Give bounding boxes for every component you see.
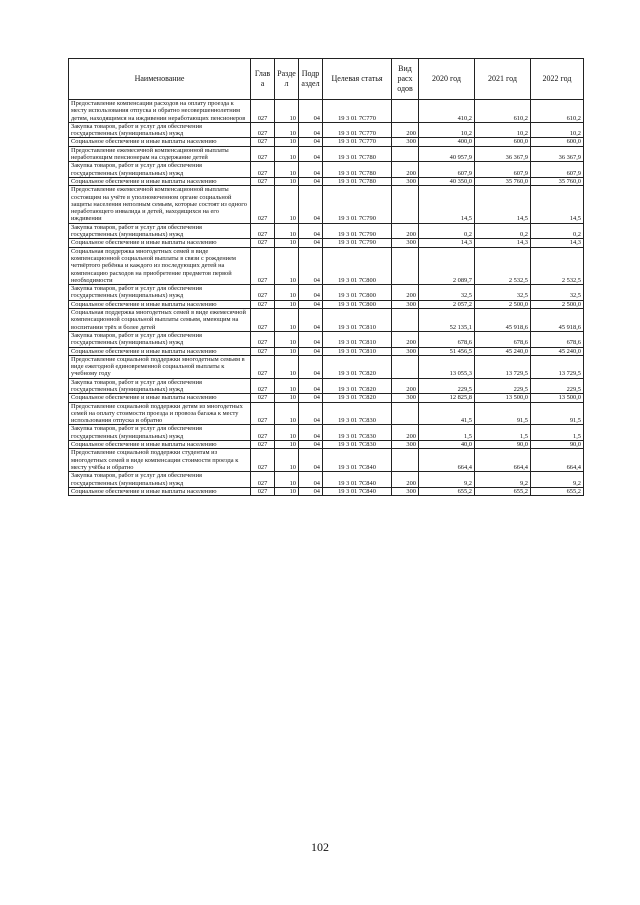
header-expense-type: Вид расх одов: [392, 59, 419, 100]
cell-amount-2022: 90,0: [531, 441, 584, 449]
cell-section: 10: [275, 239, 299, 247]
cell-section: 10: [275, 186, 299, 223]
cell-amount-2020: 400,0: [419, 138, 475, 146]
cell-subsection: 04: [299, 122, 323, 138]
cell-chapter: 027: [251, 425, 275, 441]
table-row: [69, 425, 584, 441]
cell-subsection: 04: [299, 472, 323, 488]
table-row: [69, 223, 584, 239]
cell-chapter: 027: [251, 402, 275, 425]
cell-amount-2020: 607,9: [419, 162, 475, 178]
cell-chapter: 027: [251, 122, 275, 138]
cell-expense-type: 300: [392, 394, 419, 402]
cell-chapter: 027: [251, 247, 275, 284]
cell-expense-type: [392, 100, 419, 123]
cell-name: Предоставление социальной поддержки студентам из многодетных семей в виде компенсации стоимости проезда к месту учёбы и обратно: [69, 449, 251, 472]
cell-amount-2020: 13 055,3: [419, 355, 475, 378]
cell-section: 10: [275, 402, 299, 425]
cell-amount-2021: 32,5: [475, 285, 531, 301]
cell-amount-2020: 2 089,7: [419, 247, 475, 284]
cell-amount-2022: 2 500,0: [531, 300, 584, 308]
table-row: [69, 402, 584, 425]
header-chapter: Глав а: [251, 59, 275, 100]
cell-subsection: 04: [299, 487, 323, 495]
cell-name: Социальное обеспечение и иные выплаты населению: [69, 239, 251, 247]
cell-amount-2020: 678,6: [419, 331, 475, 347]
cell-subsection: 04: [299, 394, 323, 402]
cell-target-article: 19 3 01 7С800: [323, 247, 392, 284]
cell-chapter: 027: [251, 331, 275, 347]
cell-amount-2020: 14,3: [419, 239, 475, 247]
header-section: Разде л: [275, 59, 299, 100]
cell-expense-type: 300: [392, 300, 419, 308]
cell-subsection: 04: [299, 177, 323, 185]
cell-name: Закупка товаров, работ и услуг для обеспечения государственных (муниципальных) нужд: [69, 378, 251, 394]
cell-target-article: 19 3 01 7С790: [323, 239, 392, 247]
cell-amount-2021: 45 918,6: [475, 309, 531, 332]
cell-section: 10: [275, 247, 299, 284]
cell-amount-2021: 9,2: [475, 472, 531, 488]
cell-amount-2020: 1,5: [419, 425, 475, 441]
cell-expense-type: 300: [392, 177, 419, 185]
cell-amount-2021: 13 500,0: [475, 394, 531, 402]
cell-section: 10: [275, 162, 299, 178]
header-year-2020: 2020 год: [419, 59, 475, 100]
cell-subsection: 04: [299, 285, 323, 301]
cell-chapter: 027: [251, 100, 275, 123]
cell-section: 10: [275, 300, 299, 308]
cell-amount-2022: 14,5: [531, 186, 584, 223]
cell-section: 10: [275, 177, 299, 185]
table-row: [69, 331, 584, 347]
cell-expense-type: 200: [392, 285, 419, 301]
table-row: [69, 162, 584, 178]
table-row: [69, 378, 584, 394]
cell-amount-2022: 13 729,5: [531, 355, 584, 378]
cell-expense-type: 200: [392, 122, 419, 138]
cell-amount-2022: 607,9: [531, 162, 584, 178]
cell-amount-2021: 36 367,9: [475, 146, 531, 162]
cell-expense-type: 300: [392, 441, 419, 449]
cell-name: Закупка товаров, работ и услуг для обеспечения государственных (муниципальных) нужд: [69, 162, 251, 178]
cell-subsection: 04: [299, 300, 323, 308]
cell-expense-type: 300: [392, 239, 419, 247]
cell-amount-2021: 655,2: [475, 487, 531, 495]
cell-expense-type: [392, 309, 419, 332]
cell-expense-type: 300: [392, 138, 419, 146]
cell-subsection: 04: [299, 331, 323, 347]
cell-amount-2020: 40 350,0: [419, 177, 475, 185]
table-row: [69, 309, 584, 332]
cell-subsection: 04: [299, 223, 323, 239]
cell-name: Социальное обеспечение и иные выплаты населению: [69, 394, 251, 402]
cell-amount-2022: 9,2: [531, 472, 584, 488]
cell-chapter: 027: [251, 449, 275, 472]
cell-amount-2020: 10,2: [419, 122, 475, 138]
cell-amount-2020: 52 135,1: [419, 309, 475, 332]
cell-amount-2022: 2 532,5: [531, 247, 584, 284]
cell-amount-2022: 229,5: [531, 378, 584, 394]
cell-subsection: 04: [299, 239, 323, 247]
cell-section: 10: [275, 146, 299, 162]
cell-amount-2022: 45 240,0: [531, 347, 584, 355]
cell-amount-2020: 655,2: [419, 487, 475, 495]
cell-name: Предоставление компенсации расходов на оплату проезда к месту использования отпуска и обратно несовершеннолетним детям, находящимся на иждивении неработающих пенсионеров: [69, 100, 251, 123]
cell-name: Социальное обеспечение и иные выплаты населению: [69, 441, 251, 449]
cell-section: 10: [275, 449, 299, 472]
cell-chapter: 027: [251, 300, 275, 308]
cell-chapter: 027: [251, 239, 275, 247]
cell-amount-2021: 664,4: [475, 449, 531, 472]
table-row: [69, 472, 584, 488]
cell-target-article: 19 3 01 7С830: [323, 425, 392, 441]
cell-target-article: 19 3 01 7С770: [323, 122, 392, 138]
cell-name: Социальное обеспечение и иные выплаты населению: [69, 347, 251, 355]
cell-name: Закупка товаров, работ и услуг для обеспечения государственных (муниципальных) нужд: [69, 122, 251, 138]
cell-name: Социальное обеспечение и иные выплаты населению: [69, 487, 251, 495]
cell-amount-2022: 0,2: [531, 223, 584, 239]
cell-chapter: 027: [251, 347, 275, 355]
cell-amount-2020: 2 057,2: [419, 300, 475, 308]
table-row: [69, 146, 584, 162]
cell-target-article: 19 3 01 7С810: [323, 331, 392, 347]
budget-table-container: [68, 58, 584, 496]
header-year-2022: 2022 год: [531, 59, 584, 100]
cell-section: 10: [275, 355, 299, 378]
cell-name: Предоставление ежемесячной компенсационной выплаты состоящим на учёте в уполномоченном органе социальной защиты населения неполным семьям, которые состоят из одного неработающего инвалида и детей, находящихся на его иждивении: [69, 186, 251, 223]
cell-amount-2022: 1,5: [531, 425, 584, 441]
cell-chapter: 027: [251, 177, 275, 185]
cell-chapter: 027: [251, 138, 275, 146]
cell-chapter: 027: [251, 441, 275, 449]
cell-amount-2021: 2 500,0: [475, 300, 531, 308]
cell-chapter: 027: [251, 223, 275, 239]
cell-amount-2021: 14,3: [475, 239, 531, 247]
table-row: [69, 394, 584, 402]
cell-subsection: 04: [299, 100, 323, 123]
table-row: [69, 300, 584, 308]
cell-chapter: 027: [251, 285, 275, 301]
cell-amount-2022: 35 760,0: [531, 177, 584, 185]
cell-target-article: 19 3 01 7С780: [323, 177, 392, 185]
cell-target-article: 19 3 01 7С810: [323, 309, 392, 332]
cell-chapter: 027: [251, 487, 275, 495]
cell-amount-2022: 45 918,6: [531, 309, 584, 332]
cell-target-article: 19 3 01 7С790: [323, 186, 392, 223]
cell-amount-2021: 607,9: [475, 162, 531, 178]
cell-amount-2021: 678,6: [475, 331, 531, 347]
table-row: [69, 247, 584, 284]
cell-amount-2022: 610,2: [531, 100, 584, 123]
cell-section: 10: [275, 472, 299, 488]
cell-amount-2020: 9,2: [419, 472, 475, 488]
cell-target-article: 19 3 01 7С800: [323, 300, 392, 308]
cell-expense-type: 200: [392, 162, 419, 178]
cell-chapter: 027: [251, 394, 275, 402]
cell-section: 10: [275, 394, 299, 402]
cell-subsection: 04: [299, 347, 323, 355]
cell-target-article: 19 3 01 7С770: [323, 138, 392, 146]
cell-chapter: 027: [251, 355, 275, 378]
cell-target-article: 19 3 01 7С780: [323, 146, 392, 162]
cell-subsection: 04: [299, 355, 323, 378]
cell-amount-2020: 664,4: [419, 449, 475, 472]
cell-section: 10: [275, 223, 299, 239]
cell-amount-2020: 32,5: [419, 285, 475, 301]
cell-chapter: 027: [251, 146, 275, 162]
cell-amount-2021: 2 532,5: [475, 247, 531, 284]
cell-expense-type: [392, 146, 419, 162]
cell-amount-2020: 14,5: [419, 186, 475, 223]
cell-expense-type: [392, 186, 419, 223]
cell-name: Закупка товаров, работ и услуг для обеспечения государственных (муниципальных) нужд: [69, 285, 251, 301]
cell-target-article: 19 3 01 7С830: [323, 402, 392, 425]
cell-amount-2021: 600,0: [475, 138, 531, 146]
cell-target-article: 19 3 01 7С770: [323, 100, 392, 123]
cell-section: 10: [275, 378, 299, 394]
cell-name: Социальное обеспечение и иные выплаты населению: [69, 300, 251, 308]
cell-amount-2021: 610,2: [475, 100, 531, 123]
cell-amount-2021: 35 760,0: [475, 177, 531, 185]
cell-section: 10: [275, 425, 299, 441]
cell-subsection: 04: [299, 309, 323, 332]
budget-table: [68, 58, 584, 496]
cell-section: 10: [275, 122, 299, 138]
cell-name: Закупка товаров, работ и услуг для обеспечения государственных (муниципальных) нужд: [69, 223, 251, 239]
cell-name: Социальная поддержка многодетных семей в виде ежемесячной компенсационной социальной выплаты семьям, имеющим на воспитании трёх и более детей: [69, 309, 251, 332]
cell-amount-2022: 13 500,0: [531, 394, 584, 402]
cell-expense-type: 300: [392, 487, 419, 495]
cell-subsection: 04: [299, 162, 323, 178]
table-row: [69, 100, 584, 123]
cell-expense-type: 200: [392, 223, 419, 239]
cell-amount-2020: 41,5: [419, 402, 475, 425]
cell-name: Закупка товаров, работ и услуг для обеспечения государственных (муниципальных) нужд: [69, 331, 251, 347]
cell-expense-type: [392, 355, 419, 378]
cell-amount-2021: 1,5: [475, 425, 531, 441]
table-row: [69, 441, 584, 449]
page-number: 102: [311, 840, 329, 854]
cell-name: Социальная поддержка многодетных семей в виде компенсационной социальной выплаты в связи с рождением четвёртого ребёнка и каждого из последующих детей на компенсацию расходов на приобретение предметов первой необходимости: [69, 247, 251, 284]
cell-expense-type: [392, 402, 419, 425]
cell-amount-2022: 664,4: [531, 449, 584, 472]
cell-expense-type: 200: [392, 472, 419, 488]
cell-name: Предоставление социальной поддержки детям из многодетных семей на оплату стоимости проезда и провоза багажа к месту использования отпуска и обратно: [69, 402, 251, 425]
cell-subsection: 04: [299, 138, 323, 146]
cell-target-article: 19 3 01 7С820: [323, 378, 392, 394]
cell-amount-2021: 91,5: [475, 402, 531, 425]
cell-section: 10: [275, 309, 299, 332]
cell-amount-2022: 600,0: [531, 138, 584, 146]
header-subsection: Подр аздел: [299, 59, 323, 100]
cell-section: 10: [275, 487, 299, 495]
cell-amount-2020: 40,0: [419, 441, 475, 449]
cell-amount-2022: 655,2: [531, 487, 584, 495]
cell-chapter: 027: [251, 186, 275, 223]
cell-subsection: 04: [299, 247, 323, 284]
cell-section: 10: [275, 347, 299, 355]
cell-target-article: 19 3 01 7С840: [323, 487, 392, 495]
cell-target-article: 19 3 01 7С830: [323, 441, 392, 449]
header-name: Наименование: [69, 59, 251, 100]
table-body: [69, 100, 584, 496]
table-row: [69, 186, 584, 223]
header-year-2021: 2021 год: [475, 59, 531, 100]
cell-amount-2020: 12 825,8: [419, 394, 475, 402]
cell-amount-2021: 14,5: [475, 186, 531, 223]
table-row: [69, 285, 584, 301]
cell-expense-type: 200: [392, 378, 419, 394]
cell-amount-2021: 45 240,0: [475, 347, 531, 355]
cell-target-article: 19 3 01 7С820: [323, 394, 392, 402]
cell-amount-2022: 678,6: [531, 331, 584, 347]
cell-subsection: 04: [299, 402, 323, 425]
cell-section: 10: [275, 100, 299, 123]
table-row: [69, 138, 584, 146]
table-row: [69, 449, 584, 472]
cell-amount-2020: 0,2: [419, 223, 475, 239]
cell-amount-2022: 14,3: [531, 239, 584, 247]
table-row: [69, 347, 584, 355]
cell-expense-type: [392, 247, 419, 284]
cell-name: Предоставление ежемесячной компенсационной выплаты неработающим пенсионерам на содержание детей: [69, 146, 251, 162]
cell-target-article: 19 3 01 7С810: [323, 347, 392, 355]
cell-name: Социальное обеспечение и иные выплаты населению: [69, 138, 251, 146]
table-row: [69, 177, 584, 185]
cell-amount-2020: 40 957,9: [419, 146, 475, 162]
table-row: [69, 355, 584, 378]
cell-target-article: 19 3 01 7С790: [323, 223, 392, 239]
header-target-article: Целевая статья: [323, 59, 392, 100]
cell-amount-2020: 410,2: [419, 100, 475, 123]
cell-amount-2022: 10,2: [531, 122, 584, 138]
cell-amount-2020: 51 456,5: [419, 347, 475, 355]
cell-subsection: 04: [299, 146, 323, 162]
table-row: [69, 239, 584, 247]
cell-amount-2021: 229,5: [475, 378, 531, 394]
cell-amount-2021: 13 729,5: [475, 355, 531, 378]
cell-amount-2021: 10,2: [475, 122, 531, 138]
cell-amount-2022: 91,5: [531, 402, 584, 425]
cell-section: 10: [275, 331, 299, 347]
cell-name: Закупка товаров, работ и услуг для обеспечения государственных (муниципальных) нужд: [69, 472, 251, 488]
cell-chapter: 027: [251, 472, 275, 488]
cell-subsection: 04: [299, 441, 323, 449]
cell-name: Социальное обеспечение и иные выплаты населению: [69, 177, 251, 185]
cell-section: 10: [275, 285, 299, 301]
cell-amount-2020: 229,5: [419, 378, 475, 394]
cell-target-article: 19 3 01 7С780: [323, 162, 392, 178]
table-row: [69, 122, 584, 138]
table-header-row: [69, 59, 584, 100]
cell-subsection: 04: [299, 378, 323, 394]
cell-chapter: 027: [251, 162, 275, 178]
cell-target-article: 19 3 01 7С840: [323, 449, 392, 472]
cell-amount-2022: 32,5: [531, 285, 584, 301]
cell-section: 10: [275, 138, 299, 146]
cell-expense-type: [392, 449, 419, 472]
cell-name: Предоставление социальной поддержки многодетным семьям в виде ежегодной единовременной социальной выплаты к учебному году: [69, 355, 251, 378]
cell-target-article: 19 3 01 7С800: [323, 285, 392, 301]
cell-expense-type: 200: [392, 331, 419, 347]
cell-chapter: 027: [251, 309, 275, 332]
cell-section: 10: [275, 441, 299, 449]
cell-subsection: 04: [299, 425, 323, 441]
cell-expense-type: 300: [392, 347, 419, 355]
cell-subsection: 04: [299, 449, 323, 472]
cell-subsection: 04: [299, 186, 323, 223]
cell-amount-2022: 36 367,9: [531, 146, 584, 162]
cell-amount-2021: 0,2: [475, 223, 531, 239]
cell-chapter: 027: [251, 378, 275, 394]
cell-name: Закупка товаров, работ и услуг для обеспечения государственных (муниципальных) нужд: [69, 425, 251, 441]
cell-expense-type: 200: [392, 425, 419, 441]
cell-target-article: 19 3 01 7С840: [323, 472, 392, 488]
cell-target-article: 19 3 01 7С820: [323, 355, 392, 378]
table-row: [69, 487, 584, 495]
cell-amount-2021: 90,0: [475, 441, 531, 449]
